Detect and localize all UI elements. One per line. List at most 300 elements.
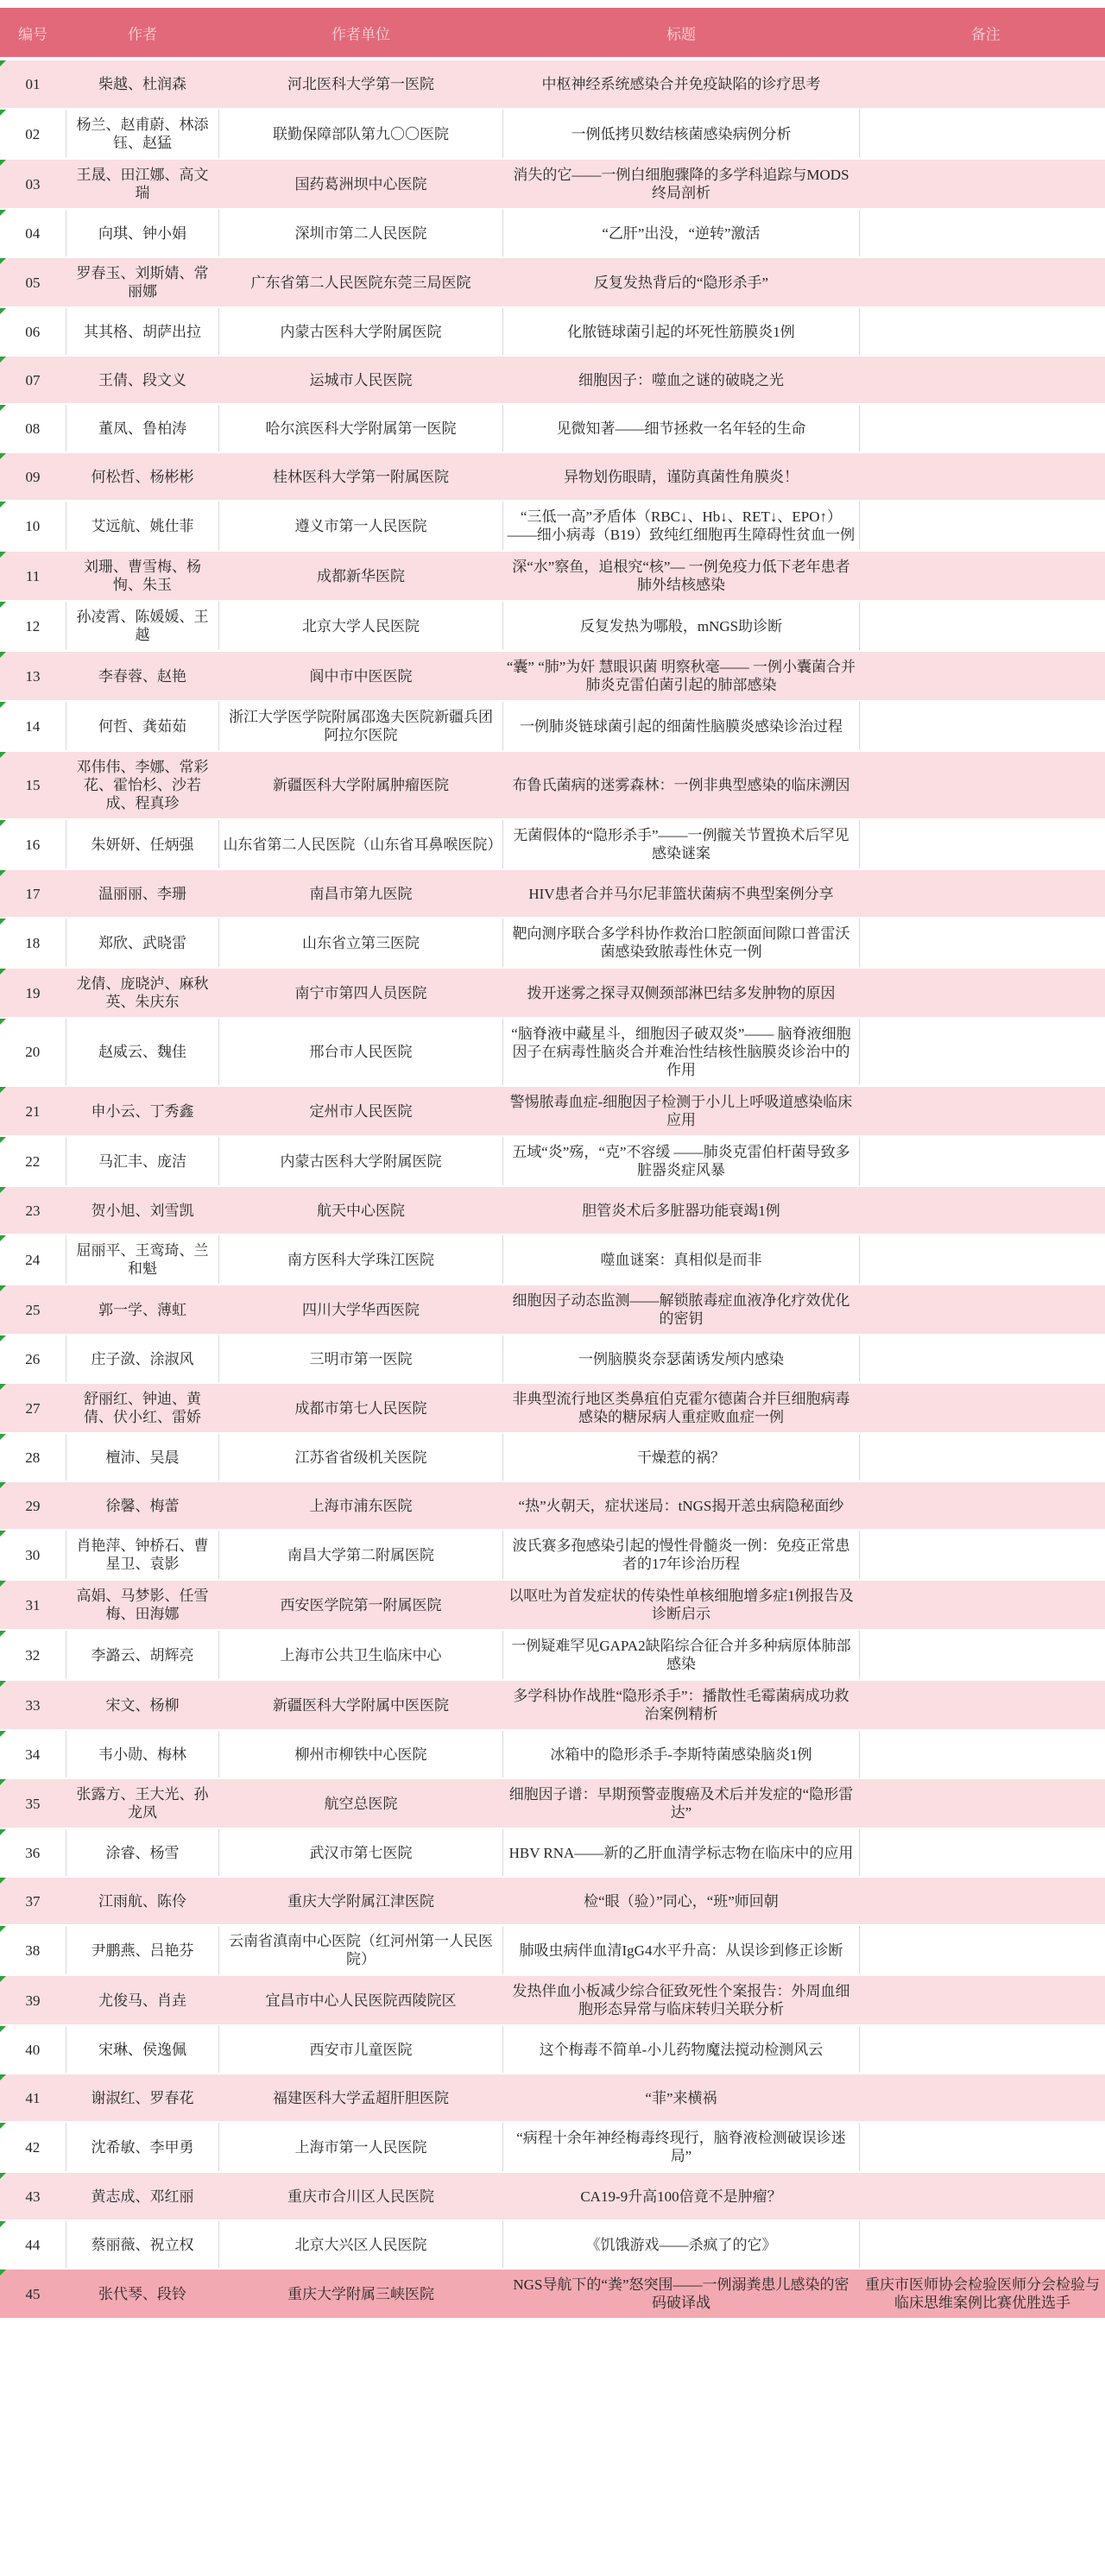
table-row (0, 452, 1105, 501)
cell-authors[interactable]: 邓伟伟、李娜、常彩花、霍怡杉、沙若成、程真珍 (66, 751, 219, 819)
table-row (0, 1680, 1105, 1730)
cell-title[interactable]: 《饥饿游戏——杀疯了的它》 (502, 2220, 860, 2269)
error-indicator-triangle-icon (0, 820, 6, 826)
error-indicator-triangle-icon (0, 258, 6, 264)
error-indicator-triangle-icon (0, 1384, 6, 1390)
cell-remark[interactable] (860, 1680, 1105, 1730)
cell-num[interactable]: 30 (0, 1530, 66, 1580)
cell-authors[interactable]: 檀沛、吴晨 (66, 1433, 219, 1481)
cell-title[interactable]: 噬血谜案：真相似是而非 (502, 1234, 860, 1285)
cell-authors[interactable]: 贺小旭、刘雪凯 (66, 1186, 219, 1234)
cell-affiliation[interactable]: 重庆大学附属江津医院 (219, 1877, 502, 1925)
cell-remark[interactable] (860, 1335, 1105, 1383)
table-row (0, 869, 1105, 918)
cell-authors[interactable]: 屈丽平、王鸾琦、兰和魁 (66, 1234, 219, 1285)
cell-authors[interactable]: 孙凌霄、陈媛媛、王越 (66, 601, 219, 651)
cell-affiliation[interactable]: 上海市公共卫生临床中心 (219, 1630, 502, 1680)
cell-remark[interactable] (860, 701, 1105, 751)
table-row (0, 257, 1105, 307)
table-row (0, 1433, 1105, 1481)
table-row (0, 1335, 1105, 1383)
error-indicator-triangle-icon (0, 702, 6, 708)
cell-authors[interactable]: 涂睿、杨雪 (66, 1828, 219, 1877)
table-row (0, 501, 1105, 551)
cell-authors[interactable]: 徐馨、梅蕾 (66, 1481, 219, 1530)
cell-affiliation[interactable]: 宜昌市中心人民医院西陵院区 (219, 1975, 502, 2025)
cell-authors[interactable]: 温丽丽、李珊 (66, 869, 219, 918)
cell-num[interactable]: 04 (0, 209, 66, 257)
cell-affiliation[interactable]: 广东省第二人民医院东莞三局医院 (219, 257, 502, 307)
cell-authors[interactable]: 杨兰、赵甫蔚、林添钰、赵猛 (66, 109, 219, 159)
cell-title[interactable]: 一例脑膜炎奈瑟菌诱发颅内感染 (502, 1335, 860, 1383)
table-row (0, 1828, 1105, 1877)
cell-title[interactable]: 一例疑难罕见GAPA2缺陷综合征合并多种病原体肺部感染 (502, 1630, 860, 1680)
table-body (0, 60, 1105, 2319)
cell-title[interactable]: 警惕脓毒血症-细胞因子检测于小儿上呼吸道感染临床应用 (502, 1086, 860, 1136)
cell-num[interactable]: 09 (0, 452, 66, 501)
cell-title[interactable]: 一例肺炎链球菌引起的细菌性脑膜炎感染诊治过程 (502, 701, 860, 751)
cell-title[interactable]: 以呕吐为首发症状的传染性单核细胞增多症1例报告及诊断启示 (502, 1580, 860, 1630)
error-indicator-triangle-icon (0, 1976, 6, 1982)
cell-remark[interactable] (860, 307, 1105, 356)
cell-title[interactable]: 干燥惹的祸？ (502, 1433, 860, 1481)
cell-remark[interactable] (860, 819, 1105, 869)
table-row (0, 1530, 1105, 1580)
table-row (0, 356, 1105, 404)
cell-num[interactable]: 18 (0, 918, 66, 968)
cell-title[interactable]: 拨开迷雾之探寻双侧颈部淋巴结多发肿物的原因 (502, 968, 860, 1018)
table-row (0, 1778, 1105, 1828)
table-row (0, 1975, 1105, 2025)
table-row (0, 1925, 1105, 1975)
cell-authors[interactable]: 艾远航、姚仕菲 (66, 501, 219, 551)
cell-authors[interactable]: 谢淑红、罗春花 (66, 2074, 219, 2122)
cell-authors[interactable]: 董凤、鲁柏涛 (66, 404, 219, 452)
cell-remark[interactable] (860, 1234, 1105, 1285)
cell-num[interactable]: 10 (0, 501, 66, 551)
error-indicator-triangle-icon (0, 1285, 6, 1291)
cell-affiliation[interactable]: 内蒙古医科大学附属医院 (219, 1136, 502, 1186)
cell-remark[interactable] (860, 1433, 1105, 1481)
cell-remark[interactable] (860, 1530, 1105, 1580)
table-row (0, 601, 1105, 651)
error-indicator-triangle-icon (0, 2123, 6, 2129)
cell-title[interactable]: 细胞因子谱：早期预警壶腹癌及术后并发症的“隐形雷达” (502, 1778, 860, 1828)
cell-affiliation[interactable]: 邢台市人民医院 (219, 1018, 502, 1086)
table-row (0, 2025, 1105, 2074)
cell-authors[interactable]: 蔡丽薇、祝立权 (66, 2220, 219, 2269)
cell-remark[interactable] (860, 2220, 1105, 2269)
error-indicator-triangle-icon (0, 308, 6, 314)
table-row (0, 1086, 1105, 1136)
cell-num[interactable]: 12 (0, 601, 66, 651)
cell-affiliation[interactable]: 深圳市第二人民医院 (219, 209, 502, 257)
cell-affiliation[interactable]: 重庆大学附属三峡医院 (219, 2269, 502, 2319)
cell-affiliation[interactable]: 山东省第二人民医院（山东省耳鼻喉医院） (219, 819, 502, 869)
cell-authors[interactable]: 王晟、田江娜、高文瑞 (66, 159, 219, 209)
cell-remark[interactable] (860, 452, 1105, 501)
cell-num[interactable]: 45 (0, 2269, 66, 2319)
cell-authors[interactable]: 郭一学、薄虹 (66, 1285, 219, 1335)
table-row (0, 209, 1105, 257)
cell-title[interactable]: 这个梅毒不简单-小儿药物魔法搅动检测风云 (502, 2025, 860, 2074)
cell-num[interactable]: 29 (0, 1481, 66, 1530)
cell-remark[interactable] (860, 1778, 1105, 1828)
cell-remark[interactable] (860, 2074, 1105, 2122)
cell-affiliation[interactable]: 山东省立第三医院 (219, 918, 502, 968)
cell-num[interactable]: 27 (0, 1383, 66, 1433)
cell-num[interactable]: 38 (0, 1925, 66, 1975)
table-row (0, 1630, 1105, 1680)
cell-num[interactable]: 08 (0, 404, 66, 452)
cell-num[interactable]: 43 (0, 2172, 66, 2220)
cell-num[interactable]: 32 (0, 1630, 66, 1680)
cell-affiliation[interactable]: 南宁市第四人员医院 (219, 968, 502, 1018)
cell-authors[interactable]: 何哲、龚茹茹 (66, 701, 219, 751)
cell-num[interactable]: 03 (0, 159, 66, 209)
cell-affiliation[interactable]: 阆中市中医医院 (219, 651, 502, 701)
table-row (0, 651, 1105, 701)
cell-num[interactable]: 14 (0, 701, 66, 751)
cell-remark[interactable] (860, 2122, 1105, 2172)
cell-title[interactable]: “三低一高”矛盾体（RBC↓、Hb↓、RET↓、EPO↑）——细小病毒（B19）致纯红细胞再生障碍性贫血一例 (502, 501, 860, 551)
error-indicator-triangle-icon (0, 1434, 6, 1440)
cell-affiliation[interactable]: 河北医科大学第一医院 (219, 60, 502, 109)
cell-authors[interactable]: 何松哲、杨彬彬 (66, 452, 219, 501)
table-row (0, 1580, 1105, 1630)
cell-affiliation[interactable]: 北京大学人民医院 (219, 601, 502, 651)
cell-authors[interactable]: 龙倩、庞晓泸、麻秋英、朱庆东 (66, 968, 219, 1018)
error-indicator-triangle-icon (0, 602, 6, 608)
error-indicator-triangle-icon (0, 210, 6, 216)
cell-remark[interactable] (860, 1285, 1105, 1335)
error-indicator-triangle-icon (0, 2026, 6, 2032)
error-indicator-triangle-icon (0, 2173, 6, 2179)
cell-title[interactable]: 波氏赛多孢感染引起的慢性骨髓炎一例：免疫正常患者的17年诊治历程 (502, 1530, 860, 1580)
cell-affiliation[interactable]: 内蒙古医科大学附属医院 (219, 307, 502, 356)
cell-title[interactable]: “菲”来横祸 (502, 2074, 860, 2122)
cell-remark[interactable] (860, 651, 1105, 701)
cell-remark[interactable] (860, 159, 1105, 209)
cell-title[interactable]: 布鲁氏菌病的迷雾森林：一例非典型感染的临床溯因 (502, 751, 860, 819)
cell-affiliation[interactable]: 航天中心医院 (219, 1186, 502, 1234)
cell-remark[interactable] (860, 1730, 1105, 1778)
cell-affiliation[interactable]: 北京大兴区人民医院 (219, 2220, 502, 2269)
cell-authors[interactable]: 舒丽红、钟迪、黄倩、伏小红、雷娇 (66, 1383, 219, 1433)
cell-num[interactable]: 13 (0, 651, 66, 701)
cell-affiliation[interactable]: 遵义市第一人民医院 (219, 501, 502, 551)
error-indicator-triangle-icon (0, 1581, 6, 1587)
cell-authors[interactable]: 李春蓉、赵艳 (66, 651, 219, 701)
error-indicator-triangle-icon (0, 1531, 6, 1537)
cell-affiliation[interactable]: 定州市人民医院 (219, 1086, 502, 1136)
cell-authors[interactable]: 赵威云、魏佳 (66, 1018, 219, 1086)
cell-num[interactable]: 16 (0, 819, 66, 869)
cell-num[interactable]: 11 (0, 551, 66, 601)
cell-affiliation[interactable]: 西安市儿童医院 (219, 2025, 502, 2074)
cell-authors[interactable]: 郑欣、武晓雷 (66, 918, 219, 968)
error-indicator-triangle-icon (0, 1019, 6, 1025)
error-indicator-triangle-icon (0, 1878, 6, 1884)
cell-title[interactable]: 发热伴血小板减少综合征致死性个案报告：外周血细胞形态异常与临床转归关联分析 (502, 1975, 860, 2025)
error-indicator-triangle-icon (0, 552, 6, 558)
error-indicator-triangle-icon (0, 1926, 6, 1932)
table-row (0, 1136, 1105, 1186)
cell-authors[interactable]: 向琪、钟小娟 (66, 209, 219, 257)
cell-title[interactable]: 反复发热背后的“隐形杀手” (502, 257, 860, 307)
cell-remark[interactable] (860, 257, 1105, 307)
cell-authors[interactable]: 申小云、丁秀鑫 (66, 1086, 219, 1136)
cell-num[interactable]: 37 (0, 1877, 66, 1925)
cell-num[interactable]: 33 (0, 1680, 66, 1730)
table-row (0, 1730, 1105, 1778)
cell-num[interactable]: 26 (0, 1335, 66, 1383)
table-row (0, 701, 1105, 751)
table-header (0, 8, 1105, 57)
cell-authors[interactable]: 宋琳、侯逸佩 (66, 2025, 219, 2074)
error-indicator-triangle-icon (0, 2221, 6, 2227)
error-indicator-triangle-icon (0, 919, 6, 925)
cell-remark[interactable] (860, 209, 1105, 257)
cell-affiliation[interactable]: 成都新华医院 (219, 551, 502, 601)
cell-title[interactable]: 靶向测序联合多学科协作救治口腔颌面间隙口普雷沃菌感染致脓毒性休克一例 (502, 918, 860, 968)
cell-affiliation[interactable]: 国药葛洲坝中心医院 (219, 159, 502, 209)
cell-num[interactable]: 39 (0, 1975, 66, 2025)
cell-title[interactable]: 中枢神经系统感染合并免疫缺陷的诊疗思考 (502, 60, 860, 109)
cell-affiliation[interactable]: 航空总医院 (219, 1778, 502, 1828)
table-row (0, 1186, 1105, 1234)
cell-num[interactable]: 34 (0, 1730, 66, 1778)
column-header-affiliation: 作者单位 (332, 26, 391, 42)
cell-num[interactable]: 24 (0, 1234, 66, 1285)
cell-num[interactable]: 06 (0, 307, 66, 356)
cell-authors[interactable]: 庄子潋、涂淑风 (66, 1335, 219, 1383)
cell-remark[interactable] (860, 1877, 1105, 1925)
cell-authors[interactable]: 高娟、马梦影、任雪梅、田海娜 (66, 1580, 219, 1630)
cell-title[interactable]: 细胞因子：噬血之谜的破晓之光 (502, 356, 860, 404)
cell-affiliation[interactable]: 江苏省省级机关医院 (219, 1433, 502, 1481)
table-row (0, 918, 1105, 968)
cell-title[interactable]: 肺吸虫病伴血清IgG4水平升高：从误诊到修正诊断 (502, 1925, 860, 1975)
error-indicator-triangle-icon (0, 60, 6, 66)
cell-authors[interactable]: 刘珊、曹雪梅、杨恂、朱玉 (66, 551, 219, 601)
cell-title[interactable]: 见微知著——细节拯救一名年轻的生命 (502, 404, 860, 452)
cell-title[interactable]: 五域“炎”殇，“克”不容缓 ——肺炎克雷伯杆菌导致多脏器炎症风暴 (502, 1136, 860, 1186)
column-header-num: 编号 (18, 26, 48, 42)
cell-remark[interactable] (860, 601, 1105, 651)
error-indicator-triangle-icon (0, 160, 6, 166)
cell-remark[interactable] (860, 1975, 1105, 2025)
cell-affiliation[interactable]: 上海市第一人民医院 (219, 2122, 502, 2172)
cell-title[interactable]: 胆管炎术后多脏器功能衰竭1例 (502, 1186, 860, 1234)
cell-title[interactable]: CA19-9升高100倍竟不是肿瘤？ (502, 2172, 860, 2220)
error-indicator-triangle-icon (0, 1731, 6, 1737)
error-indicator-triangle-icon (0, 1137, 6, 1143)
cell-authors[interactable]: 江雨航、陈伶 (66, 1877, 219, 1925)
cell-remark[interactable] (860, 501, 1105, 551)
cell-authors[interactable]: 张代琴、段铃 (66, 2269, 219, 2319)
cell-affiliation[interactable]: 三明市第一医院 (219, 1335, 502, 1383)
cell-num[interactable]: 44 (0, 2220, 66, 2269)
cell-authors[interactable]: 黄志成、邓红丽 (66, 2172, 219, 2220)
cell-remark[interactable] (860, 1086, 1105, 1136)
cell-remark[interactable] (860, 1186, 1105, 1234)
cell-title[interactable]: “脑脊液中藏星斗，细胞因子破双炎”—— 脑脊液细胞因子在病毒性脑炎合并难治性结核性脑膜炎诊治中的作用 (502, 1018, 860, 1086)
error-indicator-triangle-icon (0, 2074, 6, 2080)
cell-title[interactable]: 异物划伤眼睛，谨防真菌性角膜炎！ (502, 452, 860, 501)
cell-num[interactable]: 22 (0, 1136, 66, 1186)
cell-num[interactable]: 02 (0, 109, 66, 159)
cell-authors[interactable]: 尹鹏燕、吕艳芬 (66, 1925, 219, 1975)
cell-authors[interactable]: 宋文、杨柳 (66, 1680, 219, 1730)
cases-table (0, 60, 1105, 2320)
table-row (0, 60, 1105, 109)
cell-title[interactable]: NGS导航下的“粪”怒突围——一例溺粪患儿感染的密码破译战 (502, 2269, 860, 2319)
cell-remark[interactable] (860, 1828, 1105, 1877)
cell-title[interactable]: HBV RNA——新的乙肝血清学标志物在临床中的应用 (502, 1828, 860, 1877)
cell-remark[interactable] (860, 918, 1105, 968)
table-row (0, 2074, 1105, 2122)
cell-remark[interactable] (860, 1018, 1105, 1086)
cell-title[interactable]: 化脓链球菌引起的坏死性筋膜炎1例 (502, 307, 860, 356)
cell-remark[interactable] (860, 1630, 1105, 1680)
cell-title[interactable]: 非典型流行地区类鼻疽伯克霍尔德菌合并巨细胞病毒感染的糖尿病人重症败血症一例 (502, 1383, 860, 1433)
table-row (0, 551, 1105, 601)
cell-num[interactable]: 23 (0, 1186, 66, 1234)
cell-authors[interactable]: 朱妍妍、任炳强 (66, 819, 219, 869)
cell-authors[interactable]: 韦小勋、梅林 (66, 1730, 219, 1778)
cell-title[interactable]: 多学科协作战胜“隐形杀手”：播散性毛霉菌病成功救治案例精析 (502, 1680, 860, 1730)
cell-title[interactable]: “乙肝”出没，“逆转”激活 (502, 209, 860, 257)
error-indicator-triangle-icon (0, 870, 6, 876)
cell-num[interactable]: 21 (0, 1086, 66, 1136)
error-indicator-triangle-icon (0, 357, 6, 363)
cell-num[interactable]: 40 (0, 2025, 66, 2074)
error-indicator-triangle-icon (0, 2270, 6, 2276)
cell-authors[interactable]: 马汇丰、庞洁 (66, 1136, 219, 1186)
cell-affiliation[interactable]: 云南省滇南中心医院（红河州第一人民医院） (219, 1925, 502, 1975)
cell-title[interactable]: “热”火朝天，症状迷局：tNGS揭开恙虫病隐秘面纱 (502, 1481, 860, 1530)
cell-remark[interactable] (860, 751, 1105, 819)
cell-authors[interactable]: 李潞云、胡辉亮 (66, 1630, 219, 1680)
cell-num[interactable]: 36 (0, 1828, 66, 1877)
error-indicator-triangle-icon (0, 652, 6, 658)
cell-title[interactable]: 深“水”察鱼，追根究“核”— 一例免疫力低下老年患者肺外结核感染 (502, 551, 860, 601)
cell-authors[interactable]: 沈希敏、李甲勇 (66, 2122, 219, 2172)
cell-num[interactable]: 35 (0, 1778, 66, 1828)
cell-authors[interactable]: 尤俊马、肖垚 (66, 1975, 219, 2025)
cell-affiliation[interactable]: 重庆市合川区人民医院 (219, 2172, 502, 2220)
cell-num[interactable]: 19 (0, 968, 66, 1018)
cell-authors[interactable]: 其其格、胡萨出拉 (66, 307, 219, 356)
cell-affiliation[interactable]: 南昌大学第二附属医院 (219, 1530, 502, 1580)
cell-affiliation[interactable]: 上海市浦东医院 (219, 1481, 502, 1530)
cell-num[interactable]: 01 (0, 60, 66, 109)
cell-remark[interactable] (860, 968, 1105, 1018)
cell-title[interactable]: 消失的它——一例白细胞骤降的多学科追踪与MODS终局剖析 (502, 159, 860, 209)
cell-affiliation[interactable]: 武汉市第七医院 (219, 1828, 502, 1877)
cell-affiliation[interactable]: 西安医学院第一附属医院 (219, 1580, 502, 1630)
error-indicator-triangle-icon (0, 110, 6, 116)
cell-title[interactable]: HIV患者合并马尔尼菲篮状菌病不典型案例分享 (502, 869, 860, 918)
cell-num[interactable]: 41 (0, 2074, 66, 2122)
cell-num[interactable]: 07 (0, 356, 66, 404)
cell-num[interactable]: 15 (0, 751, 66, 819)
cell-title[interactable]: 无菌假体的“隐形杀手”——一例髋关节置换术后罕见感染谜案 (502, 819, 860, 869)
cell-remark[interactable] (860, 404, 1105, 452)
cell-affiliation[interactable]: 福建医科大学孟超肝胆医院 (219, 2074, 502, 2122)
error-indicator-triangle-icon (0, 1631, 6, 1637)
cell-remark[interactable] (860, 1481, 1105, 1530)
cell-remark[interactable] (860, 356, 1105, 404)
cell-affiliation[interactable]: 四川大学华西医院 (219, 1285, 502, 1335)
cell-affiliation[interactable]: 运城市人民医院 (219, 356, 502, 404)
cell-affiliation[interactable]: 浙江大学医学院附属邵逸夫医院新疆兵团阿拉尔医院 (219, 701, 502, 751)
cell-remark[interactable]: 重庆市医师协会检验医师分会检验与临床思维案例比赛优胜选手 (860, 2269, 1105, 2319)
cell-remark[interactable] (860, 869, 1105, 918)
table-row (0, 1018, 1105, 1086)
cell-affiliation[interactable]: 新疆医科大学附属肿瘤医院 (219, 751, 502, 819)
cell-authors[interactable]: 罗春玉、刘斯婧、常丽娜 (66, 257, 219, 307)
cell-num[interactable]: 17 (0, 869, 66, 918)
cell-num[interactable]: 05 (0, 257, 66, 307)
cell-title[interactable]: “囊” “肺”为奸 慧眼识菌 明察秋毫—— 一例小囊菌合并肺炎克雷伯菌引起的肺部感染 (502, 651, 860, 701)
cell-affiliation[interactable]: 南昌市第九医院 (219, 869, 502, 918)
cell-title[interactable]: 反复发热为哪般，mNGS助诊断 (502, 601, 860, 651)
cell-authors[interactable]: 王倩、段文义 (66, 356, 219, 404)
cell-authors[interactable]: 柴越、杜润森 (66, 60, 219, 109)
error-indicator-triangle-icon (0, 1087, 6, 1093)
cell-authors[interactable]: 张露方、王大光、孙龙凤 (66, 1778, 219, 1828)
cell-remark[interactable] (860, 551, 1105, 601)
table-row (0, 751, 1105, 819)
table-row (0, 2220, 1105, 2269)
cell-remark[interactable] (860, 109, 1105, 159)
cell-remark[interactable] (860, 2025, 1105, 2074)
table-row (0, 307, 1105, 356)
column-header-authors: 作者 (128, 26, 158, 42)
cell-remark[interactable] (860, 1383, 1105, 1433)
cell-num[interactable]: 31 (0, 1580, 66, 1630)
table-row (0, 2172, 1105, 2220)
cell-remark[interactable] (860, 1136, 1105, 1186)
cell-affiliation[interactable]: 桂林医科大学第一附属医院 (219, 452, 502, 501)
cell-title[interactable]: 冰箱中的隐形杀手-李斯特菌感染脑炎1例 (502, 1730, 860, 1778)
cell-remark[interactable] (860, 60, 1105, 109)
cell-title[interactable]: 一例低拷贝数结核菌感染病例分析 (502, 109, 860, 159)
cell-remark[interactable] (860, 2172, 1105, 2220)
cell-title[interactable]: 细胞因子动态监测——解锁脓毒症血液净化疗效优化的密钥 (502, 1285, 860, 1335)
cell-remark[interactable] (860, 1580, 1105, 1630)
cell-affiliation[interactable]: 成都市第七人民医院 (219, 1383, 502, 1433)
cell-num[interactable]: 28 (0, 1433, 66, 1481)
cell-title[interactable]: “病程十余年神经梅毒终现行，脑脊液检测破误诊迷局” (502, 2122, 860, 2172)
cell-remark[interactable] (860, 1925, 1105, 1975)
cell-num[interactable]: 20 (0, 1018, 66, 1086)
cell-title[interactable]: 检“眼（验）”同心，“班”师回朝 (502, 1877, 860, 1925)
cell-authors[interactable]: 肖艳萍、钟桥石、曹星卫、袁影 (66, 1530, 219, 1580)
cell-affiliation[interactable]: 新疆医科大学附属中医医院 (219, 1680, 502, 1730)
cell-affiliation[interactable]: 柳州市柳铁中心医院 (219, 1730, 502, 1778)
cell-num[interactable]: 25 (0, 1285, 66, 1335)
error-indicator-triangle-icon (0, 1235, 6, 1241)
error-indicator-triangle-icon (0, 502, 6, 508)
cell-num[interactable]: 42 (0, 2122, 66, 2172)
cell-affiliation[interactable]: 哈尔滨医科大学附属第一医院 (219, 404, 502, 452)
error-indicator-triangle-icon (0, 969, 6, 975)
cell-affiliation[interactable]: 南方医科大学珠江医院 (219, 1234, 502, 1285)
cell-affiliation[interactable]: 联勤保障部队第九〇〇医院 (219, 109, 502, 159)
